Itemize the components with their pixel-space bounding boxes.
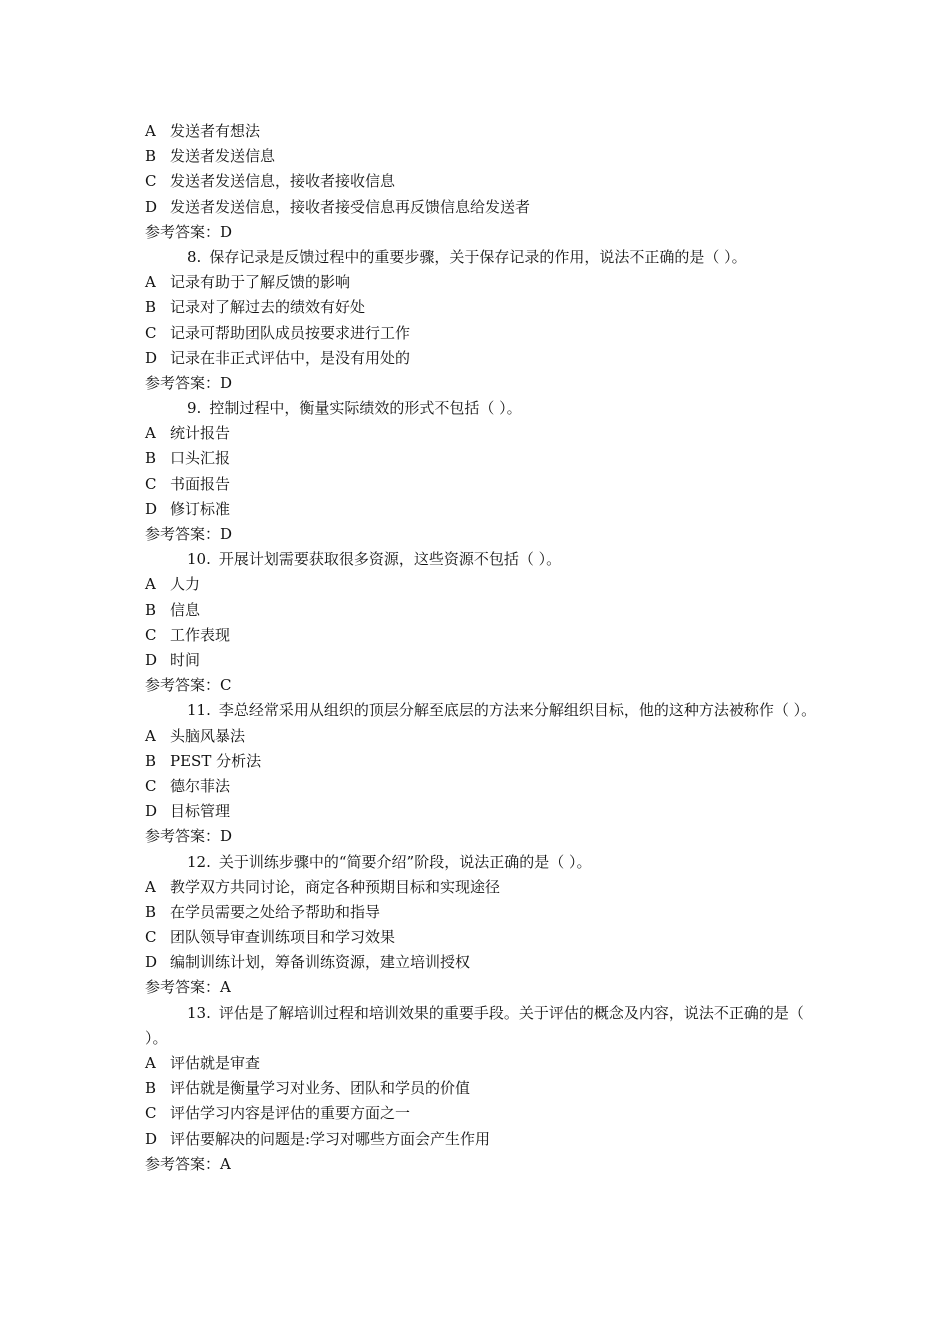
- answer-label: 参考答案：: [145, 676, 221, 695]
- document-body: [145, 119, 817, 1177]
- option-text: 教学双方共同讨论，商定各种预期目标和实现途径: [170, 877, 501, 896]
- answer-label: 参考答案：: [145, 222, 221, 241]
- option-text: 修订标准: [170, 499, 231, 518]
- option-a: [145, 1051, 817, 1076]
- question-stem: [145, 1001, 817, 1051]
- option-letter: C: [145, 172, 157, 191]
- option-letter: A: [145, 575, 156, 594]
- option-c: [145, 774, 817, 799]
- option-d: [145, 950, 817, 975]
- option-letter: D: [145, 650, 158, 669]
- answer-line: [145, 220, 817, 245]
- option-text: 评估要解决的问题是:学习对哪些方面会产生作用: [170, 1129, 491, 1148]
- option-text: 发送者发送信息，接收者接受信息再反馈信息给发送者: [170, 197, 531, 216]
- question-number: 12.: [187, 852, 211, 871]
- option-letter: D: [145, 953, 158, 972]
- question-text: 评估是了解培训过程和培训效果的重要手段。关于评估的概念及内容，说法不正确的是（ ）。: [145, 1003, 804, 1047]
- question-number: 10.: [187, 550, 211, 569]
- option-letter: B: [145, 600, 157, 619]
- answer-line: [145, 1152, 817, 1177]
- answer-line: [145, 673, 817, 698]
- option-letter: B: [145, 298, 157, 317]
- option-letter: A: [145, 273, 156, 292]
- question-block-13: [145, 1001, 817, 1177]
- option-c: [145, 321, 817, 346]
- answer-value: D: [220, 222, 233, 241]
- option-letter: D: [145, 1129, 158, 1148]
- question-number: 13.: [187, 1003, 211, 1022]
- option-letter: A: [145, 1054, 156, 1073]
- option-letter: A: [145, 726, 156, 745]
- option-letter: B: [145, 449, 157, 468]
- option-text: 人力: [170, 575, 201, 594]
- question-text: 保存记录是反馈过程中的重要步骤，关于保存记录的作用，说法不正确的是（ ）。: [209, 247, 747, 266]
- answer-line: [145, 975, 817, 1000]
- option-text: 记录有助于了解反馈的影响: [170, 273, 351, 292]
- answer-value: D: [220, 373, 233, 392]
- option-c: [145, 925, 817, 950]
- option-letter: C: [145, 776, 157, 795]
- question-text: 控制过程中，衡量实际绩效的形式不包括（ ）。: [209, 399, 522, 418]
- option-text: 评估就是衡量学习对业务、团队和学员的价值: [170, 1079, 471, 1098]
- answer-label: 参考答案：: [145, 978, 221, 997]
- question-block-9: [145, 396, 817, 547]
- option-letter: C: [145, 928, 157, 947]
- answer-label: 参考答案：: [145, 525, 221, 544]
- option-c: [145, 623, 817, 648]
- option-text: 信息: [170, 600, 201, 619]
- answer-line: [145, 371, 817, 396]
- answer-label: 参考答案：: [145, 1154, 221, 1173]
- option-letter: D: [145, 499, 158, 518]
- option-c: [145, 472, 817, 497]
- answer-value: A: [220, 978, 231, 997]
- option-letter: B: [145, 902, 157, 921]
- option-text: 评估学习内容是评估的重要方面之一: [170, 1104, 411, 1123]
- question-text: 关于训练步骤中的“简要介绍”阶段，说法正确的是（ ）。: [218, 852, 592, 871]
- option-text: 发送者有想法: [170, 122, 261, 140]
- option-letter: A: [145, 122, 156, 140]
- option-text: 头脑风暴法: [170, 726, 246, 745]
- option-a: [145, 270, 817, 295]
- option-b: [145, 749, 817, 774]
- option-letter: A: [145, 424, 156, 443]
- answer-label: 参考答案：: [145, 827, 221, 846]
- answer-value: D: [220, 827, 233, 846]
- option-letter: D: [145, 197, 158, 216]
- question-block-12: [145, 850, 817, 1001]
- answer-line: [145, 824, 817, 849]
- option-text: 统计报告: [170, 424, 231, 443]
- option-letter: B: [145, 147, 157, 166]
- option-text: 目标管理: [170, 802, 231, 821]
- question-block-11: [145, 698, 817, 849]
- option-letter: C: [145, 625, 157, 644]
- option-text: 团队领导审查训练项目和学习效果: [170, 928, 396, 947]
- option-text: 书面报告: [170, 474, 231, 493]
- answer-value: A: [220, 1154, 231, 1173]
- option-b: [145, 295, 817, 320]
- option-text: 发送者发送信息，接收者接收信息: [170, 172, 396, 191]
- option-b: [145, 144, 817, 169]
- answer-label: 参考答案：: [145, 373, 221, 392]
- option-text: 记录可帮助团队成员按要求进行工作: [170, 323, 411, 342]
- question-block-8: [145, 245, 817, 396]
- option-a: [145, 421, 817, 446]
- question-stem: [145, 547, 817, 572]
- option-text: 德尔菲法: [170, 776, 231, 795]
- option-d: [145, 346, 817, 371]
- question-stem: [145, 245, 817, 270]
- option-text: 工作表现: [170, 625, 231, 644]
- option-b: [145, 598, 817, 623]
- question-block-partial: [145, 119, 817, 245]
- question-stem: [145, 850, 817, 875]
- option-letter: A: [145, 877, 156, 896]
- question-text: 李总经常采用从组织的顶层分解至底层的方法来分解组织目标，他的这种方法被称作（ ）。: [218, 701, 817, 720]
- option-b: [145, 1076, 817, 1101]
- option-c: [145, 1101, 817, 1126]
- option-letter: D: [145, 348, 158, 367]
- option-d: [145, 799, 817, 824]
- question-number: 9.: [187, 399, 202, 418]
- option-text: 时间: [170, 650, 201, 669]
- option-a: [145, 724, 817, 749]
- option-letter: B: [145, 751, 157, 770]
- option-d: [145, 195, 817, 220]
- option-d: [145, 648, 817, 673]
- option-letter: C: [145, 1104, 157, 1123]
- option-letter: C: [145, 323, 157, 342]
- question-text: 开展计划需要获取很多资源，这些资源不包括（ ）。: [218, 550, 562, 569]
- question-block-10: [145, 547, 817, 698]
- question-stem: [145, 396, 817, 421]
- option-text: 评估就是审查: [170, 1054, 261, 1073]
- option-a: [145, 875, 817, 900]
- question-stem: [145, 698, 817, 723]
- option-text: 编制训练计划，筹备训练资源，建立培训授权: [170, 953, 471, 972]
- option-text: 记录在非正式评估中，是没有用处的: [170, 348, 411, 367]
- option-text: 口头汇报: [170, 449, 231, 468]
- option-b: [145, 446, 817, 471]
- answer-value: C: [220, 676, 232, 695]
- option-a: [145, 572, 817, 597]
- option-b: [145, 900, 817, 925]
- option-text: PEST 分析法: [170, 751, 262, 770]
- question-number: 8.: [187, 247, 202, 266]
- option-text: 发送者发送信息: [170, 147, 276, 166]
- option-a: [145, 119, 817, 144]
- option-letter: D: [145, 802, 158, 821]
- option-c: [145, 169, 817, 194]
- option-letter: B: [145, 1079, 157, 1098]
- answer-line: [145, 522, 817, 547]
- option-text: 记录对了解过去的绩效有好处: [170, 298, 366, 317]
- option-letter: C: [145, 474, 157, 493]
- option-d: [145, 1127, 817, 1152]
- option-text: 在学员需要之处给予帮助和指导: [170, 902, 381, 921]
- question-number: 11.: [187, 701, 211, 720]
- option-d: [145, 497, 817, 522]
- answer-value: D: [220, 525, 233, 544]
